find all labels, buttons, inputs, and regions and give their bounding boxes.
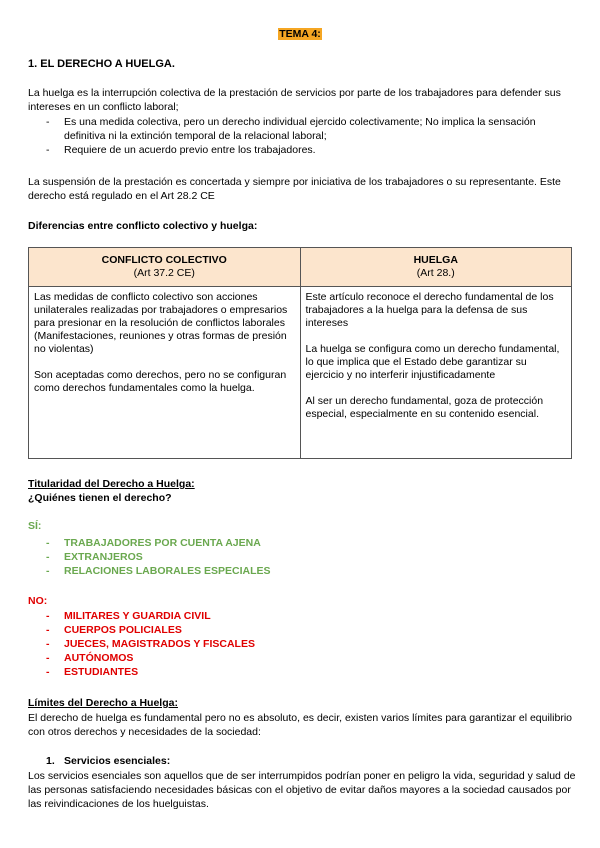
cell-paragraph: Al ser un derecho fundamental, goza de protección especial, especialmente en su contenido esencial.: [305, 395, 544, 420]
cell-paragraph: La huelga se configura como un derecho fundamental, lo que implica que el Estado debe garantizar su ejercicio y no interferir injustificadamente: [305, 343, 560, 381]
header-title: HUELGA: [413, 254, 458, 266]
list-item: - MILITARES Y GUARDIA CIVIL: [28, 609, 576, 623]
limites-title: Límites del Derecho a Huelga:: [28, 697, 178, 709]
titularidad-title: Titularidad del Derecho a Huelga:: [28, 478, 195, 490]
list-item: - AUTÓNOMOS: [28, 651, 576, 665]
cell-paragraph: Las medidas de conflicto colectivo son acciones unilaterales realizadas por trabajadores o empresarios para presionar en la resolución de conflictos laborales (Manifestaciones, reuniones y otras formas de presión no violentas): [34, 291, 288, 355]
titularidad-question: ¿Quiénes tienen el derecho?: [28, 492, 172, 504]
no-list: [28, 609, 576, 679]
list-item: - TRABAJADORES POR CUENTA AJENA: [28, 536, 576, 550]
limites-intro: El derecho de huelga es fundamental pero no es absoluto, es decir, existen varios límites para garantizar el equilibrio con otros derechos y necesidades de la sociedad:: [28, 712, 572, 738]
list-item: - Requiere de un acuerdo previo entre los trabajadores.: [28, 143, 568, 157]
servicios-esenciales-text: Los servicios esenciales son aquellos que de ser interrumpidos podrían poner en peligro la vida, seguridad y salud de las personas satisfaciendo necesidades básicas con el objetivo de evitar daños mayores a la sociedad causados por las reivindicaciones de los huelguistas.: [28, 770, 576, 810]
header-ref: (Art 28.): [416, 267, 455, 279]
section-title: 1. EL DERECHO A HUELGA.: [28, 58, 175, 70]
topic-title: TEMA 4:: [279, 28, 321, 40]
topic-header: [0, 28, 600, 40]
list-item: - Es una medida colectiva, pero un derecho individual ejercido colectivamente; No implica la sensación definitiva ni la extinción temporal de la relacional laboral;: [28, 115, 568, 143]
si-label: SÍ:: [28, 520, 42, 532]
header-ref: (Art 37.2 CE): [133, 267, 195, 279]
intro-paragraph: La huelga es la interrupción colectiva de la prestación de servicios por parte de los trabajadores para defender sus intereses en un conflicto laboral;: [28, 87, 561, 113]
list-item: - RELACIONES LABORALES ESPECIALES: [28, 564, 576, 578]
table-cell-conflicto: [29, 287, 301, 459]
list-item: - CUERPOS POLICIALES: [28, 623, 576, 637]
characteristics-list: [28, 115, 568, 157]
no-label: NO:: [28, 595, 48, 607]
item-title: Servicios esenciales:: [64, 755, 171, 767]
table-cell-huelga: [300, 287, 572, 459]
table-header-huelga: [300, 248, 572, 287]
table-header-conflicto: [29, 248, 301, 287]
differences-title: Diferencias entre conflicto colectivo y huelga:: [28, 220, 258, 232]
list-item: - ESTUDIANTES: [28, 665, 576, 679]
list-item: - JUECES, MAGISTRADOS Y FISCALES: [28, 637, 576, 651]
list-item: - EXTRANJEROS: [28, 550, 576, 564]
si-list: [28, 536, 576, 578]
suspension-paragraph: La suspensión de la prestación es concertada y siempre por iniciativa de los trabajadores o su representante. Este derecho está regulado en el Art 28.2 CE: [28, 176, 561, 202]
header-title: CONFLICTO COLECTIVO: [101, 254, 227, 266]
servicios-esenciales-heading: [28, 755, 600, 767]
comparison-table: [28, 247, 572, 459]
cell-paragraph: Este artículo reconoce el derecho fundamental de los trabajadores a la huelga para la defensa de sus intereses: [305, 291, 554, 329]
cell-paragraph: Son aceptadas como derechos, pero no se configuran como derechos fundamentales como la huelga.: [34, 369, 287, 394]
item-number: 1.: [46, 755, 55, 767]
